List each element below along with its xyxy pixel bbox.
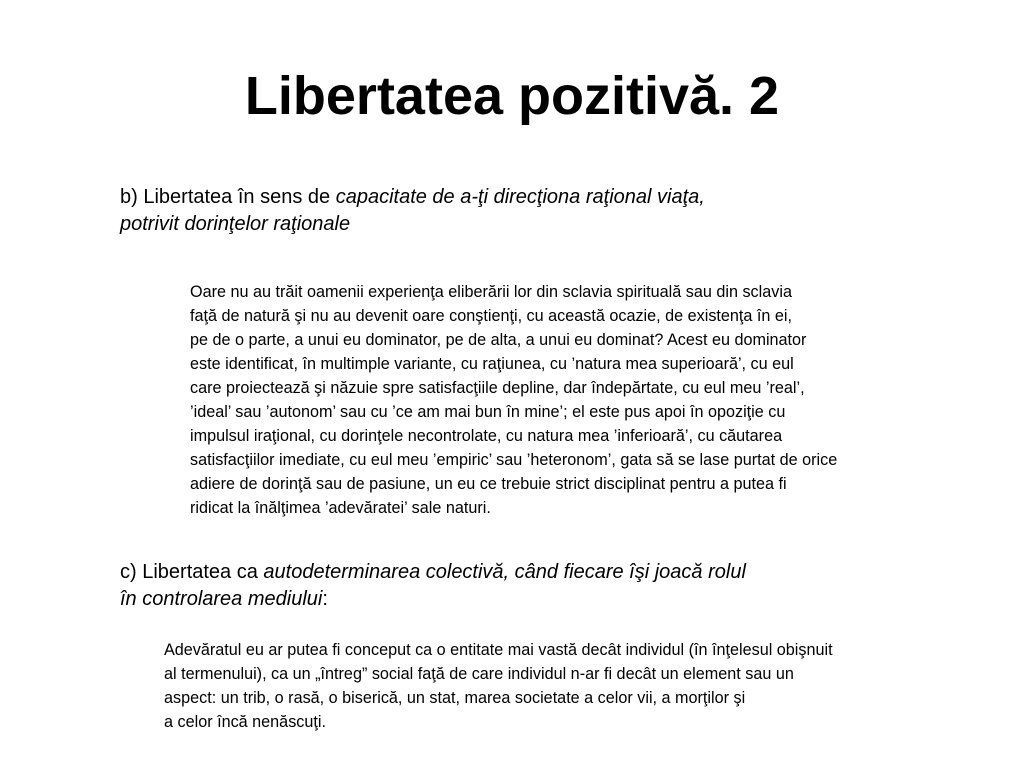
quote-line: Oare nu au trăit oamenii experienţa eliberării lor din sclavia spirituală sau din sclavia (190, 283, 792, 301)
quote-line: aspect: un trib, o rasă, o biserică, un stat, marea societate a celor vii, a morţilor şi (164, 689, 746, 707)
section-c-prefix: c) Libertatea ca (120, 561, 264, 583)
quote-line: adiere de dorinţă sau de pasiune, un eu ce trebuie strict disciplinat pentru a putea fi (190, 475, 787, 493)
quote-line: care proiectează şi năzuie spre satisfacţiile depline, dar îndepărtate, cu eul meu ’real’, (190, 379, 805, 397)
section-c-emphasis-line2: în controlarea mediului (120, 588, 323, 610)
quote-line: ’ideal’ sau ’autonom’ sau cu ’ce am mai bun în mine’; el este pus apoi în opoziţie cu (190, 403, 786, 421)
quote-line: a celor încă nenăscuţi. (164, 713, 326, 731)
section-b-emphasis: capacitate de a-ţi direcţiona raţional viaţa, (335, 186, 705, 208)
section-b-heading (120, 184, 920, 238)
quote-line: este identificat, în multimple variante, cu raţiunea, cu ’natura mea superioară’, cu eul (190, 355, 794, 373)
section-c-suffix: : (322, 588, 328, 610)
section-b-quote (190, 280, 837, 520)
quote-line: pe de o parte, a unui eu dominator, pe de alta, a unui eu dominat? Acest eu dominator (190, 331, 807, 349)
quote-line: ridicat la înălţimea ’adevăratei’ sale naturi. (190, 499, 491, 517)
quote-line: Adevăratul eu ar putea fi conceput ca o entitate mai vastă decât individul (în înţelesul obişnuit (164, 641, 833, 659)
quote-line: satisfacţiilor imediate, cu eul meu ’empiric’ sau ’heteronom’, gata să se lase purtat de orice (190, 451, 838, 469)
quote-line: impulsul iraţional, cu dorinţele necontrolate, cu natura mea ’inferioară’, cu căutarea (190, 427, 783, 445)
section-c-heading (120, 559, 940, 613)
section-c-quote (164, 638, 833, 734)
section-b-emphasis-line2: potrivit dorinţelor raţionale (120, 213, 351, 235)
quote-line: al termenului), ca un „întreg” social faţă de care individul n-ar fi decât un element sau un (164, 665, 794, 683)
section-b-prefix: b) Libertatea în sens de (120, 186, 336, 208)
quote-line: faţă de natură şi nu au devenit oare conştienţi, cu această ocazie, de existenţa în ei, (190, 307, 793, 325)
section-c-emphasis: autodeterminarea colectivă, când fiecare îşi joacă rolul (263, 561, 746, 583)
slide-title: Libertatea pozitivă. 2 (244, 66, 780, 126)
